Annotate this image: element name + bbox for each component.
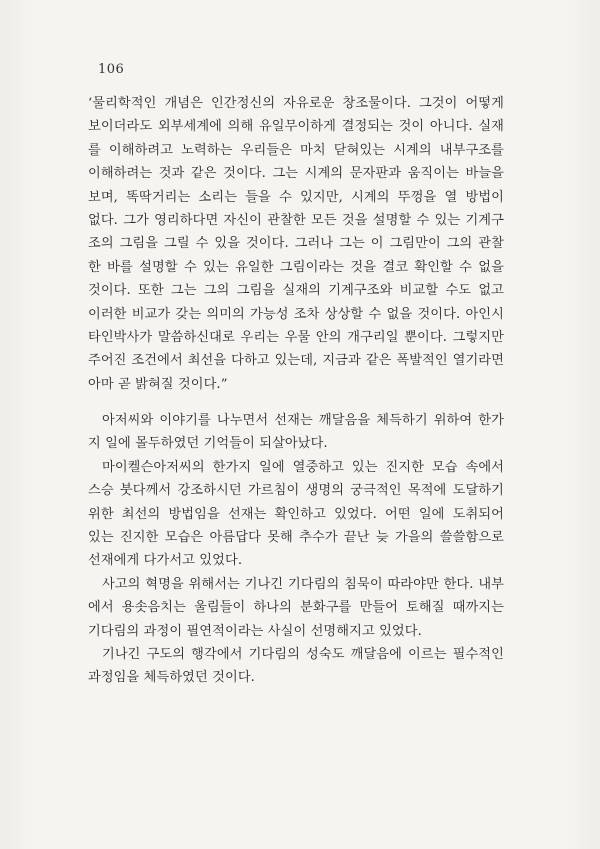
text-line: 없다. 그가 영리하다면 자신이 관찰한 모든 것을 설명할 수 있는 기계구: [88, 212, 504, 228]
text-line: 아마 곧 밝혀질 것이다.”: [88, 376, 228, 392]
text-line: 이러한 비교가 갖는 의미의 가능성 조차 상상할 수 없을 것이다. 아인시: [88, 306, 504, 322]
page-number: 106: [98, 62, 125, 77]
text-line: 에서 용솟음치는 울림들이 하나의 분화구를 만들어 토해질 때까지는: [88, 600, 504, 616]
text-line: 주어진 조건에서 최선을 다하고 있는데, 지금과 같은 폭발적인 열기라면: [88, 353, 504, 369]
text-line: 를 이해하려고 노력하는 우리들은 마치 닫혀있는 시계의 내부구조를: [88, 142, 504, 158]
quote-paragraph: [88, 92, 504, 396]
text-line: 지 일에 몰두하였던 기억들이 되살아났다.: [88, 436, 328, 452]
text-line: 기나긴 구도의 행각에서 기다림의 성숙도 깨달음에 이르는 필수적인: [102, 646, 504, 662]
text-line: 아저씨와 이야기를 나누면서 선재는 깨달음을 체득하기 위하여 한가: [102, 413, 504, 428]
text-line: 위한 최선의 방법임을 선재는 확인하고 있었다. 어떤 일에 도취되어: [88, 506, 504, 522]
text-line: ‘물리학적인 개념은 인간정신의 자유로운 창조물이다. 그것이 어떻게: [88, 96, 504, 111]
text-line: 이해하려는 것과 같은 것이다. 그는 시계의 문자판과 움직이는 바늘을: [88, 166, 504, 182]
text-line: 조의 그림을 그릴 수 있을 것이다. 그러나 그는 이 그림만이 그의 관찰: [88, 236, 504, 252]
text-line: 선재에게 다가서고 있었다.: [88, 553, 243, 569]
text-line: 스승 붓다께서 강조하시던 가르침이 생명의 궁극적인 목적에 도달하기: [88, 483, 504, 499]
text-line: 마이켈슨아저씨의 한가지 일에 열중하고 있는 진지한 모습 속에서: [102, 459, 504, 475]
text-line: 보며, 똑딱거리는 소리는 들을 수 있지만, 시계의 뚜껑을 열 방법이: [88, 189, 504, 205]
text-line: 것이다. 또한 그는 그의 그림을 실재의 기계구조와 비교할 수도 없고: [88, 283, 504, 299]
text-line: 타인박사가 말씀하신대로 우리는 우물 안의 개구리일 뿐이다. 그렇지만: [88, 329, 504, 345]
text-line: 과정임을 체득하였던 것이다.: [88, 670, 255, 686]
text-line: 있는 진지한 모습은 아름답다 못해 추수가 끝난 늦 가을의 쓸쓸함으로: [88, 529, 504, 545]
text-line: 한 바를 설명할 수 있는 유일한 그림이라는 것을 결코 확인할 수 없을: [88, 259, 504, 275]
body-paragraphs: [88, 409, 504, 690]
text-line: 보이더라도 외부세계에 의해 유일무이하게 결정되는 것이 아니다. 실재: [88, 119, 504, 135]
text-line: 기다림의 과정이 필연적이라는 사실이 선명해지고 있었다.: [88, 623, 422, 639]
text-line: 사고의 혁명을 위해서는 기나긴 기다림의 침묵이 따라야만 한다. 내부: [102, 576, 504, 592]
